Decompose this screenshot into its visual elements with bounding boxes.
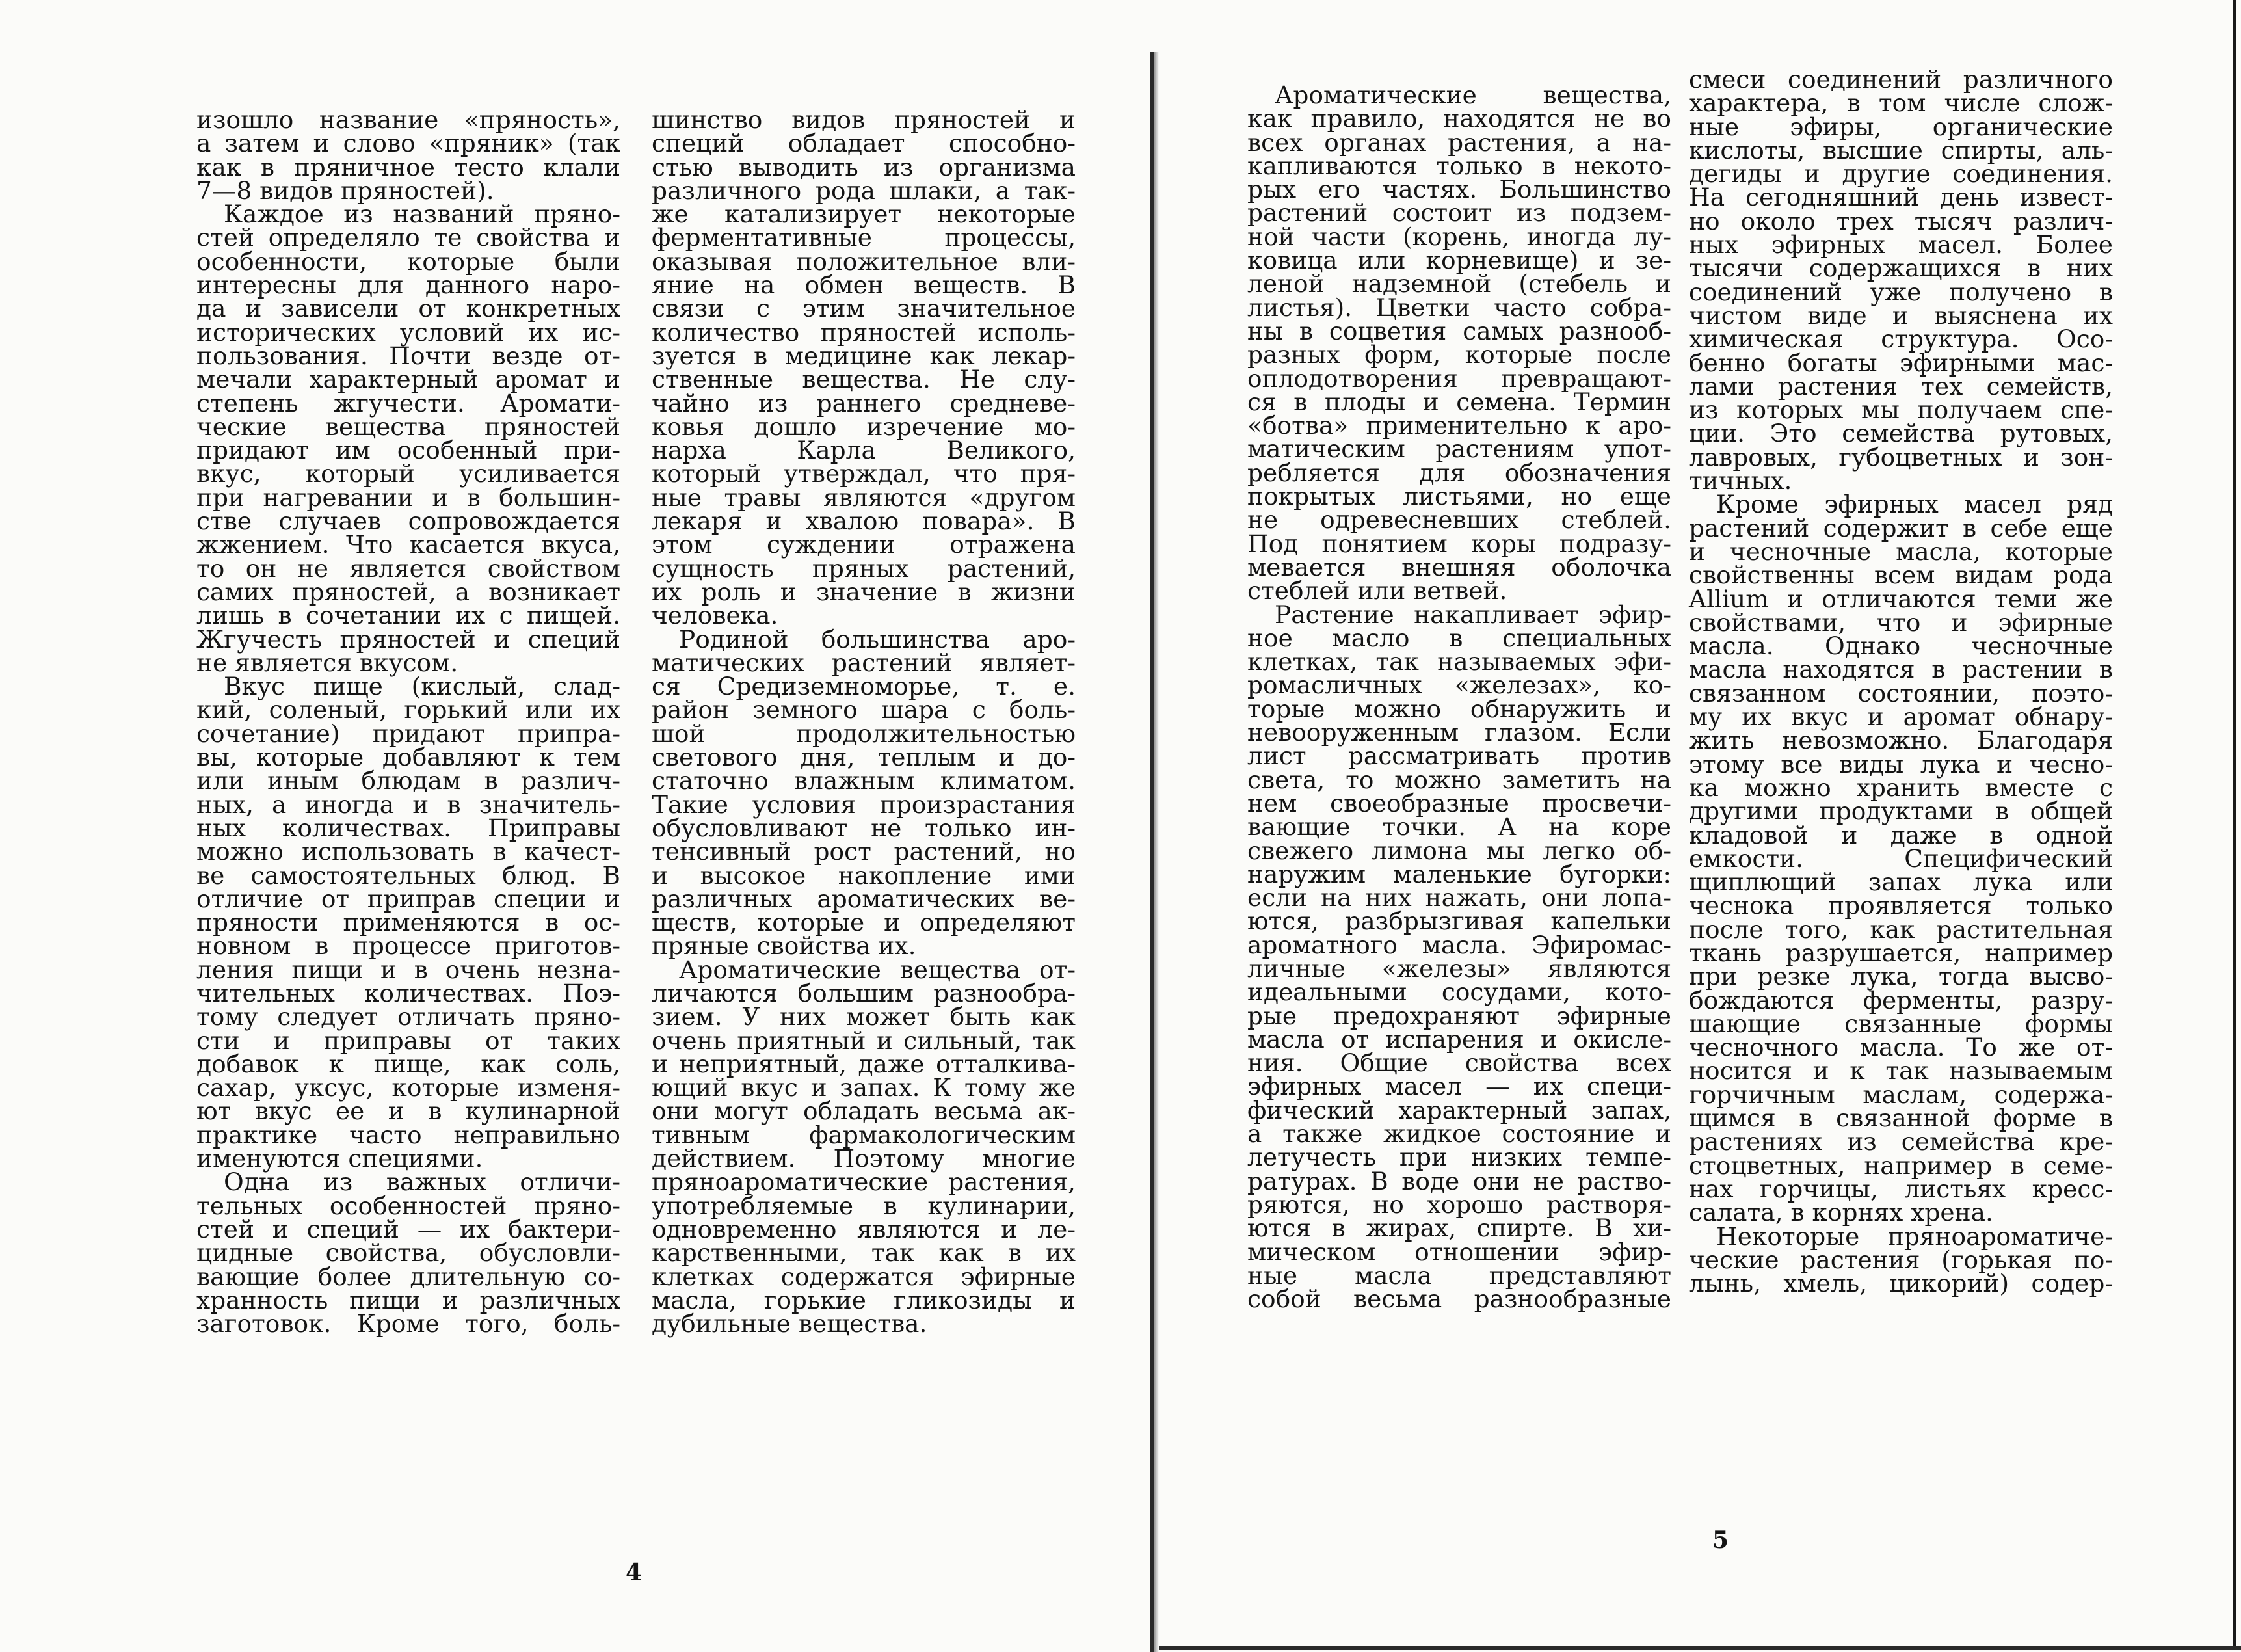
text-line: светового дня, теплым и до- (652, 743, 1076, 772)
text-line: тому следует отличать прянo- (196, 1002, 620, 1032)
text-line: жжением. Что касается вкуса, (196, 530, 620, 559)
text-line: лишь в сочетании их с пищей. (196, 601, 620, 630)
text-line: шой продолжительностью (652, 719, 1076, 748)
text-line: салата, в корнях хрена. (1689, 1198, 1993, 1227)
text-line: лами растения тех семейств, (1689, 371, 2113, 401)
text-line: леной надземной (стебель и (1247, 269, 1671, 299)
text-line: отличие от приправ специи и (196, 884, 620, 913)
text-line: смеси соединений различного (1689, 65, 2113, 94)
text-line: вающие точки. А на коре (1247, 812, 1671, 842)
text-line: капливаются только в некото- (1247, 151, 1671, 180)
text-line: чайно из раннего средневе- (652, 388, 1076, 418)
text-line: при резке лука, тогда высво- (1689, 962, 2113, 991)
text-line: ются, разбрызгивая капельки (1247, 907, 1671, 936)
text-line: сущность пряных растений, (652, 553, 1076, 583)
text-line: оказывая положительное вли- (652, 246, 1076, 276)
text-line: зуется в медицине как лекар- (652, 341, 1076, 370)
text-line: рых его частях. Большинство (1247, 175, 1671, 204)
text-line: ления пищи и в очень незна- (196, 955, 620, 984)
text-line: ются в жирах, спирте. В хи- (1247, 1214, 1671, 1243)
text-line: Такие условия произрастания (652, 790, 1076, 819)
text-line: листья). Цветки часто собра- (1247, 293, 1671, 322)
text-line: не одревесневших стеблей. (1247, 505, 1671, 535)
text-line: клетках, так называемых эфи- (1247, 647, 1671, 676)
text-line: шающие связанные формы (1689, 1009, 2113, 1038)
text-line: обусловливают не только ин- (652, 813, 1076, 842)
text-line: пользования. Почти везде от- (196, 341, 620, 370)
text-line: кий, соленый, горький или их (196, 695, 620, 725)
text-line: пряноароматические растения, (652, 1167, 1076, 1197)
text-line: химическая структура. Осо- (1689, 325, 2113, 354)
text-line: масла, горькие гликозиды и (652, 1285, 1076, 1314)
text-line: мечали характерный аромат и (196, 365, 620, 394)
text-line: дегиды и другие соединения. (1689, 159, 2113, 189)
text-line: света, то можно заметить на (1247, 765, 1671, 794)
text-line: ных, а иногда и в значитель- (196, 790, 620, 819)
text-line: лынь, хмель, цикорий) содер- (1689, 1269, 2113, 1298)
text-line: сочетание) придают припра- (196, 719, 620, 748)
text-line: мическом отношении эфир- (1247, 1237, 1671, 1266)
text-line: невооруженным глазом. Если (1247, 718, 1671, 747)
text-line: масла от испарения и окисле- (1247, 1024, 1671, 1054)
text-line: клетках содержатся эфирные (652, 1262, 1076, 1291)
text-line: чеснока проявляется только (1689, 891, 2113, 920)
page-edge-right (2233, 0, 2236, 1650)
text-line: если на них нажать, они лопа- (1247, 883, 1671, 913)
text-line: растениях из семейства кре- (1689, 1127, 2113, 1156)
text-line: личаются большим разнообра- (652, 978, 1076, 1007)
text-line: статочно влажным климатом. (652, 766, 1076, 795)
text-line: карственными, так как в их (652, 1238, 1076, 1268)
text-line: тичных. (1689, 466, 1792, 496)
text-line: Под понятием коры подразу- (1247, 529, 1671, 558)
text-line: соединений уже получено в (1689, 277, 2113, 306)
text-line: горчичным маслам, содержа- (1689, 1080, 2113, 1109)
text-line: они могут обладать весьма ак- (652, 1097, 1076, 1126)
text-line: матических растений являет- (652, 648, 1076, 677)
text-line: свежего лимона мы легко об- (1247, 836, 1671, 865)
text-line: матическим растениям упот- (1247, 434, 1671, 464)
text-line: интересны для данного наро- (196, 271, 620, 300)
text-line: ческие растения (горькая по- (1689, 1245, 2113, 1274)
text-line: яние на обмен веществ. В (652, 271, 1076, 300)
text-line: пряности применяются в ос- (196, 908, 620, 937)
text-line: тивным фармакологическим (652, 1120, 1076, 1149)
text-line: масла. Однако чесночные (1689, 632, 2113, 661)
text-line: летучесть при низких темпе- (1247, 1143, 1671, 1172)
text-line: при нагревании и в большин- (196, 483, 620, 512)
text-line: и высокое накопление ими (652, 860, 1076, 890)
text-line: ткань разрушается, например (1689, 938, 2113, 967)
text-line: исторических условий их ис- (196, 317, 620, 347)
text-line: стей определяло те свойства и (196, 223, 620, 252)
text-line: тенсивный рост растений, но (652, 837, 1076, 866)
text-line: носится и к так называемым (1689, 1056, 2113, 1086)
text-line: Ароматические вещества от- (679, 955, 1076, 984)
text-line: «ботва» применительно к аро- (1247, 411, 1671, 440)
text-line: стью выводить из организма (652, 152, 1076, 181)
text-line: заготовок. Кроме того, боль- (196, 1309, 620, 1339)
text-line: количество пряностей исполь- (652, 317, 1076, 347)
text-line: мевается внешняя оболочка (1247, 552, 1671, 581)
text-line: район земного шара с боль- (652, 695, 1076, 725)
page-number-left: 4 (626, 1559, 643, 1586)
text-line: ное масло в специальных (1247, 623, 1671, 652)
text-line: действием. Поэтому многие (652, 1144, 1076, 1173)
gutter-shadow (1154, 52, 1159, 1652)
text-line: Растение накапливает эфир- (1275, 600, 1671, 629)
text-line: можно использовать в качест- (196, 837, 620, 866)
text-line: степень жгучести. Аромати- (196, 388, 620, 418)
text-line: Ароматические вещества, (1275, 81, 1671, 109)
text-line: зием. У них может быть как (652, 1002, 1076, 1032)
text-line: свойствами, что и эфирные (1689, 607, 2113, 637)
text-line: самих пряностей, а возникает (196, 577, 620, 606)
text-line: очень приятный и сильный, так (652, 1026, 1076, 1055)
text-line: вы, которые добавляют к тем (196, 743, 620, 772)
text-line: который утверждал, что пря- (652, 459, 1076, 488)
text-line: ной части (корень, иногда лу- (1247, 222, 1671, 251)
text-line: ны в соцветия самых разнооб- (1247, 316, 1671, 345)
text-line: ве самостоятельных блюд. В (196, 860, 620, 890)
text-line: ных количествах. Приправы (196, 813, 620, 842)
text-line: добавок к пище, как соль, (196, 1049, 620, 1078)
text-line: человека. (652, 601, 778, 630)
text-line: хранность пищи и различных (196, 1285, 620, 1314)
right-page (1159, 0, 2241, 1650)
text-line: бождаются ферменты, разру- (1689, 985, 2113, 1015)
text-line: рые предохраняют эфирные (1247, 1001, 1671, 1030)
text-line: лист рассматривать против (1247, 741, 1671, 771)
text-line: практике часто неправильно (196, 1120, 620, 1149)
text-line: придают им особенный при- (196, 436, 620, 465)
text-line: ные масла представляют (1247, 1260, 1671, 1290)
text-line: ных эфирных масел. Более (1689, 230, 2113, 260)
text-line: связанном состоянии, поэто- (1689, 678, 2113, 708)
text-line: а также жидкое состояние и (1247, 1119, 1671, 1149)
text-line: да и зависели от конкретных (196, 294, 620, 323)
text-line: ся Средиземноморье, т. е. (652, 672, 1076, 701)
text-line: ароматного масла. Эфиромас- (1247, 930, 1671, 959)
text-line: лавровых, губоцветных и зон- (1689, 442, 2113, 472)
text-line: кладовой и даже в одной (1689, 820, 2113, 849)
text-line: особенности, которые были (196, 246, 620, 276)
text-line: ные эфиры, органические (1689, 112, 2113, 141)
text-line: и неприятный, даже отталкива- (652, 1049, 1076, 1078)
text-line: шинство видов пряностей и (652, 105, 1076, 134)
text-line: щимся в связанной форме в (1689, 1104, 2113, 1133)
text-line: ферментативные процессы, (652, 223, 1076, 252)
text-line: ка можно хранить вместе с (1689, 773, 2113, 802)
text-line: употребляемые в кулинарии, (652, 1191, 1076, 1220)
text-line: и чесночные масла, которые (1689, 537, 2113, 566)
text-line: нарха Карла Великого, (652, 436, 1076, 465)
text-line: а затем и слово «пряник» (так (196, 129, 620, 158)
text-line: ковья дошло изречение мо- (652, 412, 1076, 441)
text-line: новном в процессе приготов- (196, 931, 620, 961)
text-line: ковица или корневище) и зе- (1247, 246, 1671, 275)
text-line: ния. Общие свойства всех (1247, 1048, 1671, 1078)
text-line: Каждое из названий пряно- (224, 200, 620, 229)
text-line: всех органах растения, а на- (1247, 127, 1671, 157)
text-line: лекаря и хвалою повара». В (652, 507, 1076, 536)
text-line: 7—8 видов пряностей). (196, 176, 494, 205)
text-line: нем своеобразные просвечи- (1247, 788, 1671, 818)
text-line: специй обладает способно- (652, 129, 1076, 158)
page-number-right: 5 (1712, 1526, 1729, 1554)
page-edge-bottom (1159, 1646, 2241, 1650)
text-line: наружим маленькие бугорки: (1247, 859, 1671, 888)
text-line: сахар, уксус, которые изменя- (196, 1073, 620, 1102)
text-line: как в пряничное тесто клали (196, 152, 620, 181)
text-line: тельных особенностей пряно- (196, 1191, 620, 1220)
text-line: Allium и отличаются теми же (1689, 584, 2113, 613)
text-line: ющий вкус и запах. К тому же (652, 1073, 1076, 1102)
text-line: сти и приправы от таких (196, 1026, 620, 1055)
text-line: фический характерный запах, (1247, 1095, 1671, 1125)
text-line: ществ, которые и определяют (652, 908, 1076, 937)
text-line: масла находятся в растении в (1689, 655, 2113, 684)
text-line: ся в плоды и семена. Термин (1247, 387, 1671, 416)
text-line: ребляется для обозначения (1247, 458, 1671, 487)
text-line: оплодотворения превращают- (1247, 364, 1671, 393)
text-line: эфирных масел — их специ- (1247, 1072, 1671, 1101)
text-line: Вкус пище (кислый, слад- (224, 672, 620, 701)
text-line: из которых мы получаем спе- (1689, 395, 2113, 425)
text-line: но около трех тысяч различ- (1689, 206, 2113, 235)
text-line: разных форм, которые после (1247, 340, 1671, 369)
text-line: после того, как растительная (1689, 914, 2113, 944)
text-line: как правило, находятся не во (1247, 104, 1671, 133)
text-line: идеальными сосудами, кото- (1247, 978, 1671, 1007)
text-line: не является вкусом. (196, 648, 458, 677)
text-line: дубильные вещества. (652, 1309, 927, 1339)
text-line: вающие более длительную со- (196, 1262, 620, 1291)
text-line: же катализирует некоторые (652, 200, 1076, 229)
text-line: торые можно обнаружить и (1247, 694, 1671, 723)
text-line: этому все виды лука и чесно- (1689, 749, 2113, 779)
text-line: стей и специй — их бактери- (196, 1214, 620, 1244)
text-line: ют вкус ее и в кулинарной (196, 1097, 620, 1126)
text-line: тысячи содержащихся в них (1689, 254, 2113, 283)
right-page-column-2 (1689, 65, 2113, 1298)
text-line: ромасличных «железах», ко- (1247, 671, 1671, 700)
text-line: связи с этим значительное (652, 294, 1076, 323)
text-line: различного рода шлаки, а так- (652, 176, 1076, 205)
text-line: жить невозможно. Благодаря (1689, 726, 2113, 755)
text-line: Жгучесть пряностей и специй (196, 624, 620, 654)
text-line: ции. Это семейства рутовых, (1689, 419, 2113, 448)
text-line: стеблей или ветвей. (1247, 576, 1507, 606)
text-line: личные «железы» являются (1247, 953, 1671, 983)
text-line: характера, в том числе слож- (1689, 88, 2113, 118)
text-line: собой весьма разнообразные (1247, 1285, 1671, 1314)
text-line: одновременно являются и ле- (652, 1214, 1076, 1244)
text-line: ческие вещества пряностей (196, 412, 620, 441)
left-page-column-2 (652, 105, 1076, 1339)
text-line: пряные свойства их. (652, 931, 916, 961)
text-line: цидные свойства, обусловли- (196, 1238, 620, 1268)
text-line: му их вкус и аромат обнару- (1689, 702, 2113, 732)
text-line: емкости. Специфический (1689, 844, 2113, 873)
text-line: стве случаев сопровождается (196, 507, 620, 536)
text-line: ратурах. В воде они не раство- (1247, 1166, 1671, 1195)
text-line: растений содержит в себе еще (1689, 513, 2113, 542)
text-line: этом суждении отражена (652, 530, 1076, 559)
text-line: ряются, но хорошо растворя- (1247, 1190, 1671, 1219)
text-line: щиплющий запах лука или (1689, 868, 2113, 897)
text-line: другими продуктами в общей (1689, 797, 2113, 826)
text-line: изошло название «пряность», (196, 105, 620, 134)
text-line: На сегодняшний день извест- (1689, 183, 2113, 212)
text-line: их роль и значение в жизни (652, 577, 1076, 606)
text-line: ные травы являются «другом (652, 483, 1076, 512)
text-line: растений состоит из подзем- (1247, 198, 1671, 228)
text-line: Одна из важных отличи- (224, 1167, 620, 1197)
text-line: различных ароматических ве- (652, 884, 1076, 913)
text-line: стоцветных, например в семе- (1689, 1151, 2113, 1180)
right-page-column-1 (1247, 81, 1671, 1314)
text-line: вкус, который усиливается (196, 459, 620, 488)
text-line: чесночного масла. То же от- (1689, 1033, 2113, 1062)
text-line: нах горчицы, листьях кресс- (1689, 1174, 2113, 1203)
text-line: чистом виде и выяснена их (1689, 300, 2113, 330)
text-line: кислоты, высшие спирты, аль- (1689, 135, 2113, 165)
text-line: ственные вещества. Не слу- (652, 365, 1076, 394)
text-line: именуются специями. (196, 1144, 483, 1173)
text-line: то он не является свойством (196, 553, 620, 583)
text-line: свойственны всем видам рода (1689, 561, 2113, 590)
text-line: или иным блюдам в различ- (196, 766, 620, 795)
text-line: чительных количествах. Поэ- (196, 978, 620, 1007)
left-page-column-1 (196, 105, 620, 1339)
text-line: бенно богаты эфирными мас- (1689, 348, 2113, 377)
text-line: Кроме эфирных масел ряд (1716, 490, 2113, 519)
text-line: Некоторые пряноароматиче- (1716, 1221, 2113, 1251)
text-line: покрытых листьями, но еще (1247, 482, 1671, 511)
text-line: Родиной большинства аро- (679, 624, 1076, 654)
